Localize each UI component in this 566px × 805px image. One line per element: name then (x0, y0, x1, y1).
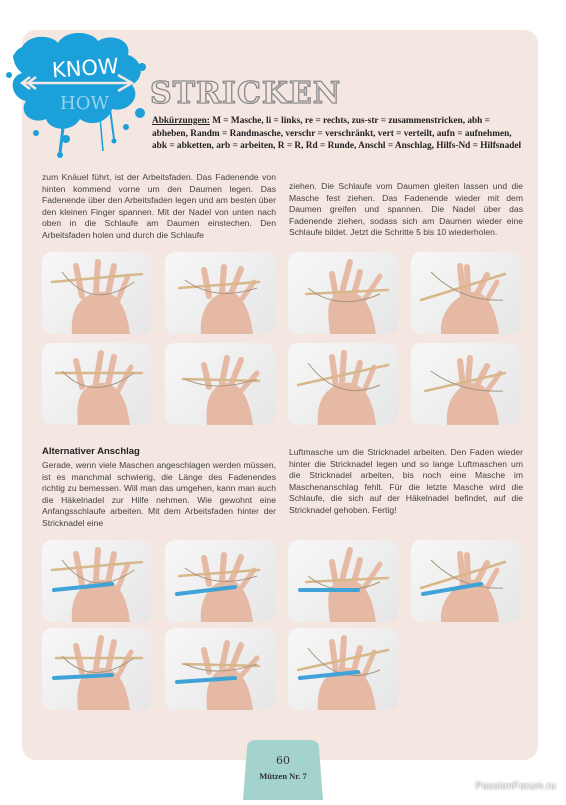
step-photo (165, 252, 275, 334)
page-number: 60 (276, 754, 290, 767)
section2-col1: Gerade, wenn viele Maschen angeschlagen werden müssen, ist es manchmal schwierig, die Länge des Fadenendes richtig zu bemessen. Will man das umgehen, kann man auch die Häkelnadel zur Hilfe nehmen. Wie gewohnt eine Anfangsschlaufe arbeiten. Mit dem Arbeitsfaden hinter der Stricknadel eine (42, 460, 276, 528)
step-photo (42, 628, 152, 710)
know-how-badge (0, 15, 160, 165)
watermark: PassionForum.ru (475, 781, 556, 792)
step-photo (411, 343, 521, 425)
section2-heading: Alternativer Anschlag (42, 446, 140, 457)
section1-col1: zum Knäuel führt, ist der Arbeitsfaden. Das Fadenende von hinten kommend vorne um den Daumen legen. Das Fadenende über den Arbeitsfaden legen und am besten über den kleinen Finger spannen. Mit der Nadel von unten nach oben in die Schlaufe am Daumen einstechen. Den Arbeitsfaden holen und durch die Schlaufe (42, 172, 276, 240)
badge-line1: KNOW (51, 53, 120, 83)
step-photo (288, 628, 398, 710)
abbreviations-text: M = Masche, li = links, re = rechts, zus-str = zusammenstricken, abh = abheben, Randm = Randmasche, verschr = verschränkt, vert = verteilt, aufn = aufnehmen, abk = abketten, arb = arbeiten, R = R, Rd = Runde, Anschl = Anschlag, Hilfs-Nd = Hilfsnadel (152, 116, 522, 152)
abbreviations-label: Abkürzungen: (152, 116, 210, 126)
section2-col2: Luftmasche um die Stricknadel arbeiten. Den Faden wieder hinter die Stricknadel legen und so lange Luftmaschen um die Stricknadel arbeiten, bis noch eine Masche im Maschenanschlag fehlt. Für die letzte Masche wird die Schlaufe, die sich auf der Häkelnadel befindet, auf die Stricknadel gehoben. Fertig! (289, 447, 523, 515)
magazine-name: Mützen Nr. 7 (259, 771, 307, 781)
step-photo (42, 343, 152, 425)
step-photo (165, 540, 275, 622)
step-photo (288, 540, 398, 622)
step-photo (42, 252, 152, 334)
page-footer (241, 740, 325, 800)
step-photo (165, 628, 275, 710)
section1-col2: ziehen. Die Schlaufe vom Daumen gleiten lassen und die Masche fest ziehen. Das Fadenende wieder mit dem Daumen greifen und spannen. Die Nadel über das Fadenende ziehen, sodass sich am Daumen wieder eine Schlaufe bildet. Jetzt die Schritte 5 bis 10 wiederholen. (289, 181, 523, 238)
step-photo (288, 343, 398, 425)
step-photo (165, 343, 275, 425)
abbreviations-block (152, 115, 522, 153)
step-photo (42, 540, 152, 622)
step-photo (411, 540, 521, 622)
footer-tab (241, 740, 325, 800)
step-photo (288, 252, 398, 334)
badge-line2: HOW (60, 93, 109, 114)
page-title: STRICKEN (150, 76, 342, 111)
step-photo (411, 252, 521, 334)
